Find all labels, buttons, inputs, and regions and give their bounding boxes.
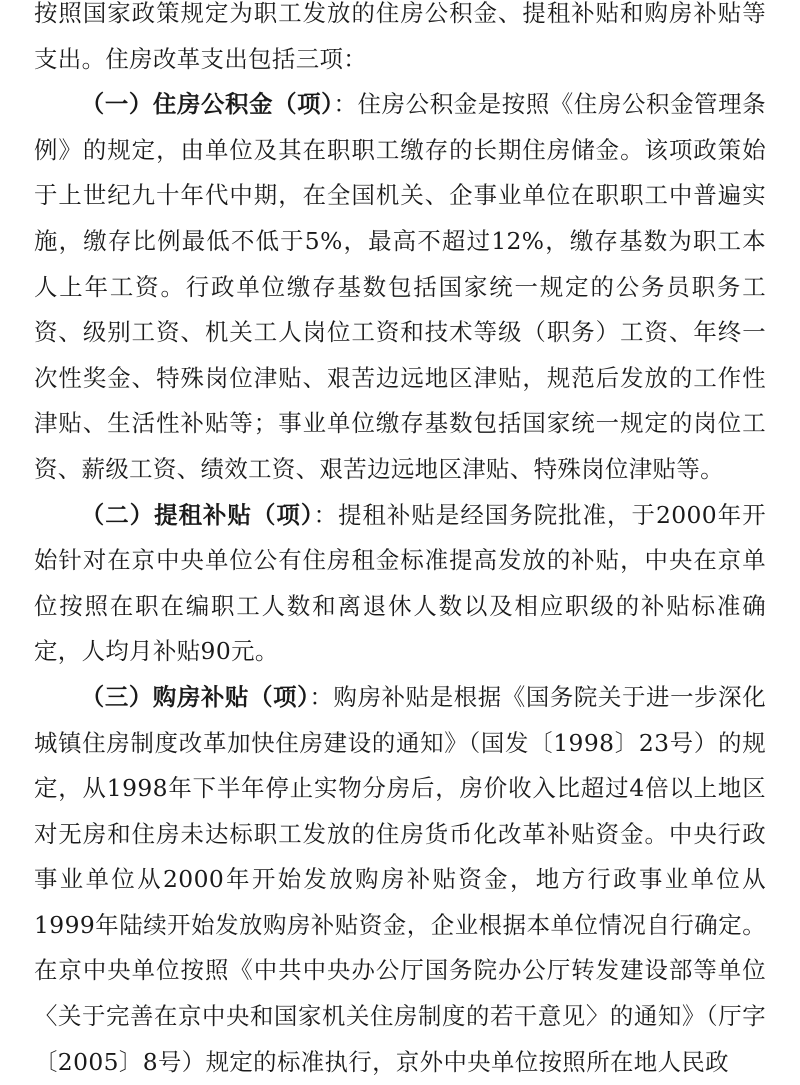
section-heading-rent-subsidy: （二）提租补贴（项） <box>80 500 314 529</box>
section-separator: ： <box>313 500 339 529</box>
section-body-housing-fund: 住房公积金是按照《住房公积金管理条例》的规定，由单位及其在职职工缴存的长期住房储金。该项政策始于上世纪九十年代中期，在全国机关、企事业单位在职职工中普遍实施，缴存比例最低不低于5%，最高不超过12%，缴存基数为职工本人上年工资。行政单位缴存基数包括国家统一规定的公务员职务工资、级别工资、机关工人岗位工资和技术等级（职务）工资、年终一次性奖金、特殊岗位津贴、艰苦边远地区津贴，规范后发放的工作性津贴、生活性补贴等；事业单位缴存基数包括国家统一规定的岗位工资、薪级工资、绩效工资、艰苦边远地区津贴、特殊岗位津贴等。 <box>34 90 766 483</box>
section-purchase-subsidy <box>34 675 766 1085</box>
section-housing-fund <box>34 82 766 492</box>
section-heading-purchase-subsidy: （三）购房补贴（项） <box>80 682 310 711</box>
document-page <box>34 0 766 1085</box>
section-separator: ： <box>333 90 358 119</box>
section-body-purchase-subsidy: 购房补贴是根据《国务院关于进一步深化城镇住房制度改革加快住房建设的通知》（国发〔1998〕23号）的规定，从1998年下半年停止实物分房后，房价收入比超过4倍以上地区对无房和住房未达标职工发放的住房货币化改革补贴资金。中央行政事业单位从2000年开始发放购房补贴资金，地方行政事业单位从1999年陆续开始发放购房补贴资金，企业根据本单位情况自行确定。在京中央单位按照《中共中央办公厅国务院办公厅转发建设部等单位〈关于完善在京中央和国家机关住房制度的若干意见〉的通知》（厅字〔2005〕8号）规定的标准执行，京外中央单位按照所在地人民政 <box>34 682 766 1076</box>
intro-paragraph: 按照国家政策规定为职工发放的住房公积金、提租补贴和购房补贴等支出。住房改革支出包括三项： <box>34 0 766 73</box>
section-rent-subsidy <box>34 493 766 675</box>
section-heading-housing-fund: （一）住房公积金（项） <box>80 90 334 119</box>
section-separator: ： <box>309 682 334 711</box>
section-body-rent-subsidy: 提租补贴是经国务院批准，于2000年开始针对在京中央单位公有住房租金标准提高发放的补贴，中央在京单位按照在职在编职工人数和离退休人数以及相应职级的补贴标准确定，人均月补贴90元。 <box>34 500 766 666</box>
